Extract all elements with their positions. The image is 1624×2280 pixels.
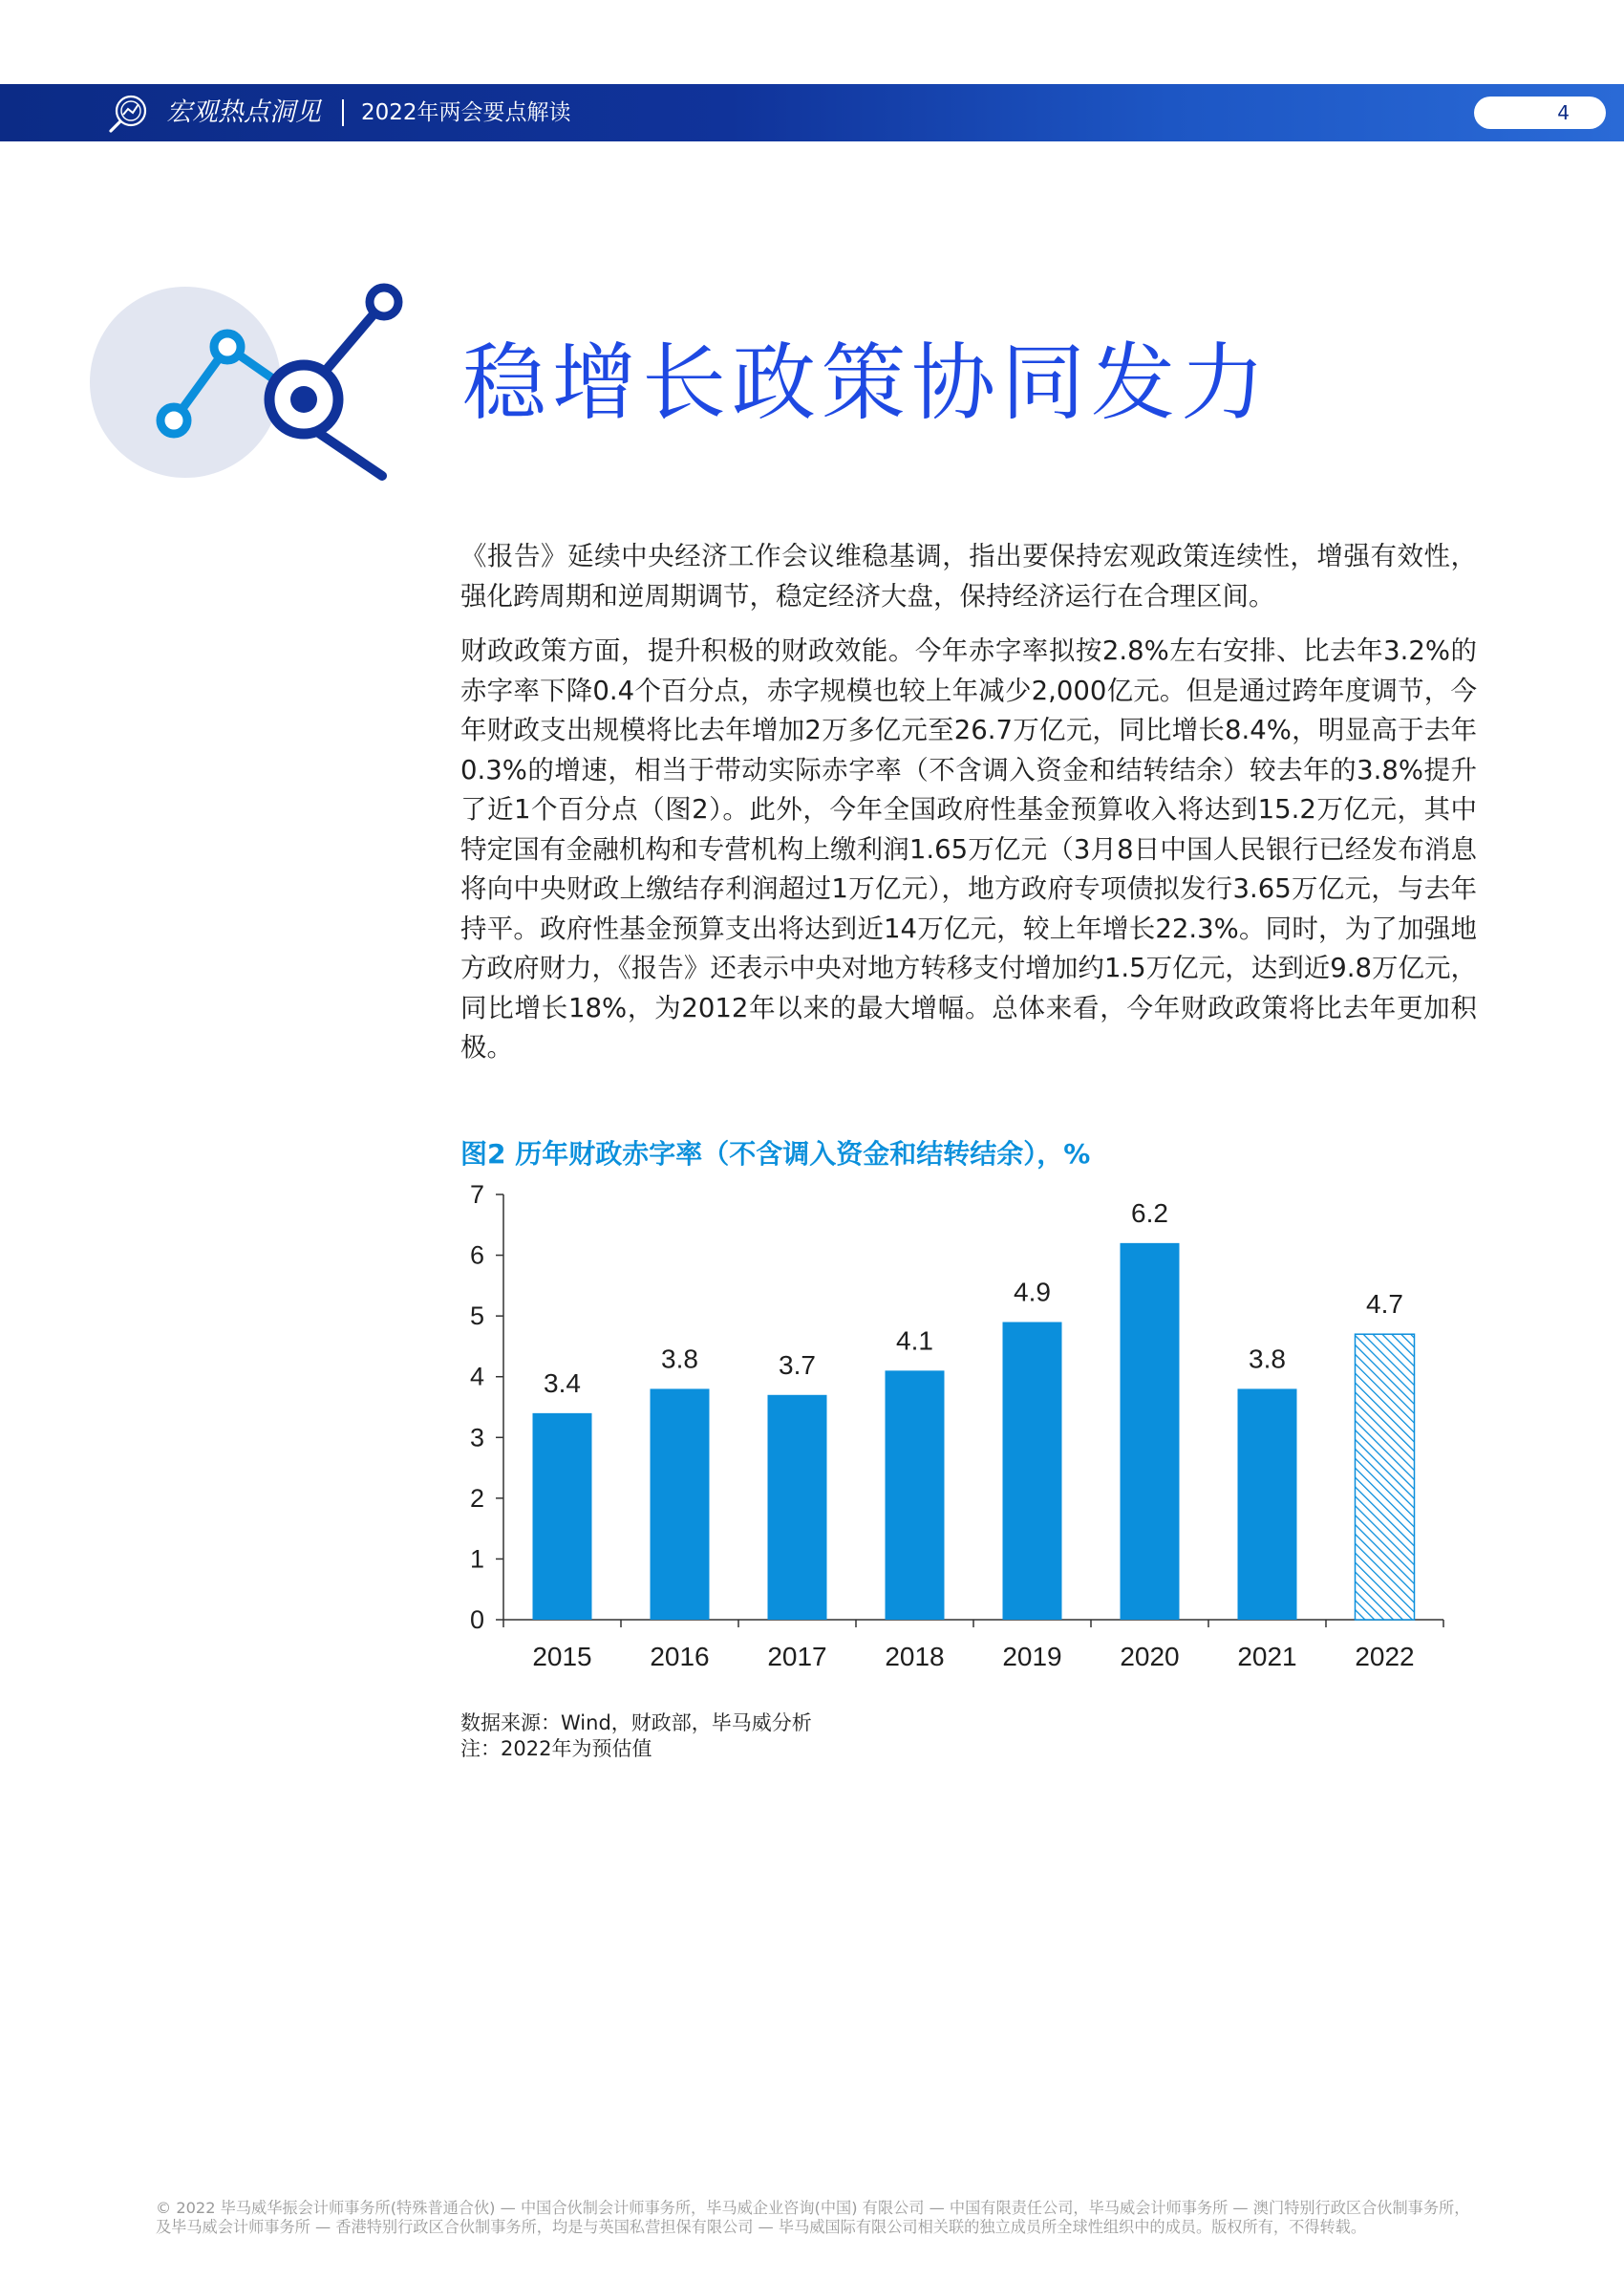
fiscal-deficit-bar-chart [449,1177,1471,1693]
bar [886,1370,945,1620]
x-tick-label: 2019 [1002,1642,1062,1671]
chart-source: 数据来源：Wind，财政部，毕马威分析 [460,1711,812,1734]
y-tick-label: 5 [469,1301,484,1331]
x-tick-label: 2015 [532,1642,592,1671]
magnifier-chart-logo-icon [107,92,151,134]
header-divider [342,99,344,126]
y-tick-label: 0 [469,1605,484,1634]
page-number-pill [1474,97,1606,129]
bar-value-label: 3.8 [661,1344,698,1374]
chart-nodes-target-icon [90,277,415,487]
x-tick-label: 2020 [1120,1642,1180,1671]
bar [768,1395,827,1620]
copyright-footer [156,2199,1474,2237]
y-tick-label: 7 [469,1180,484,1209]
bar-estimated [1356,1334,1415,1620]
footer-line: © 2022 毕马威华振会计师事务所(特殊普通合伙) — 中国合伙制会计师事务所，毕马威企业咨询(中国) 有限公司 — 中国有限责任公司，毕马威会计师事务所 — 澳门特别行政区合伙制事务所， [156,2199,1470,2217]
bar [1003,1323,1062,1621]
x-tick-label: 2022 [1355,1642,1415,1671]
y-tick-label: 2 [469,1483,484,1513]
bar [651,1388,710,1620]
x-tick-label: 2018 [885,1642,945,1671]
y-tick-label: 4 [469,1362,484,1391]
body-paragraph: 《报告》延续中央经济工作会议维稳基调，指出要保持宏观政策连续性，增强有效性，强化跨周期和逆周期调节，稳定经济大盘，保持经济运行在合理区间。 [460,541,1477,612]
x-tick-label: 2017 [767,1642,827,1671]
bar-value-label: 4.7 [1366,1289,1403,1320]
y-tick-label: 1 [469,1544,484,1574]
chart-note: 注：2022年为预估值 [460,1737,652,1760]
bar-value-label: 3.4 [544,1367,581,1398]
y-tick-label: 6 [469,1240,484,1270]
bar [533,1413,592,1620]
body-paragraph: 财政政策方面，提升积极的财政效能。今年赤字率拟按2.8%左右安排、比去年3.2%的赤字率下降0.4个百分点，赤字规模也较上年减少2,000亿元。但是通过跨年度调节，今年财政支出规模将比去年增加2万多亿元至26.7万亿元，同比增长8.4%，明显高于去年0.3%的增速，相当于带动实际赤字率（不含调入资金和结转结余）较去年的3.8%提升了近1个百分点（图2）。此外，今年全国政府性基金预算收入将达到15.2万亿元，其中特定国有金融机构和专营机构上缴利润1.65万亿元（3月8日中国人民银行已经发布消息将向中央财政上缴结存利润超过1万亿元），地方政府专项债拟发行3.65万亿元，与去年持平。政府性基金预算支出将达到近14万亿元，较上年增长22.3%。同时，为了加强地方政府财力，《报告》还表示中央对地方转移支付增加约1.5万亿元，达到近9.8万亿元，同比增长18%，为2012年以来的最大增幅。总体来看，今年财政政策将比去年更加积极。 [460,635,1477,1063]
page-number: 4 [1557,101,1570,124]
bar-value-label: 6.2 [1131,1197,1168,1228]
body-text [460,537,1477,1084]
bar-value-label: 4.9 [1014,1277,1051,1307]
chart-title: 图2 历年财政赤字率（不含调入资金和结转结余），% [460,1138,1091,1170]
bar-value-label: 3.7 [779,1349,816,1380]
bar-value-label: 3.8 [1249,1344,1286,1374]
bar [1238,1388,1297,1620]
x-tick-label: 2021 [1237,1642,1297,1671]
header-band [0,84,1624,141]
header-subtitle: 2022年两会要点解读 [361,100,571,125]
y-tick-label: 3 [469,1423,484,1452]
header-brand: 宏观热点洞见 [166,97,321,127]
section-title: 稳增长政策协同发力 [462,333,1271,432]
x-tick-label: 2016 [650,1642,710,1671]
bar-value-label: 4.1 [896,1325,933,1356]
footer-line: 及毕马威会计师事务所 — 香港特别行政区合伙制事务所，均是与英国私营担保有限公司 — 毕马威国际有限公司相关联的独立成员所全球性组织中的成员。版权所有，不得转载。 [156,2218,1367,2236]
bar [1121,1243,1180,1620]
